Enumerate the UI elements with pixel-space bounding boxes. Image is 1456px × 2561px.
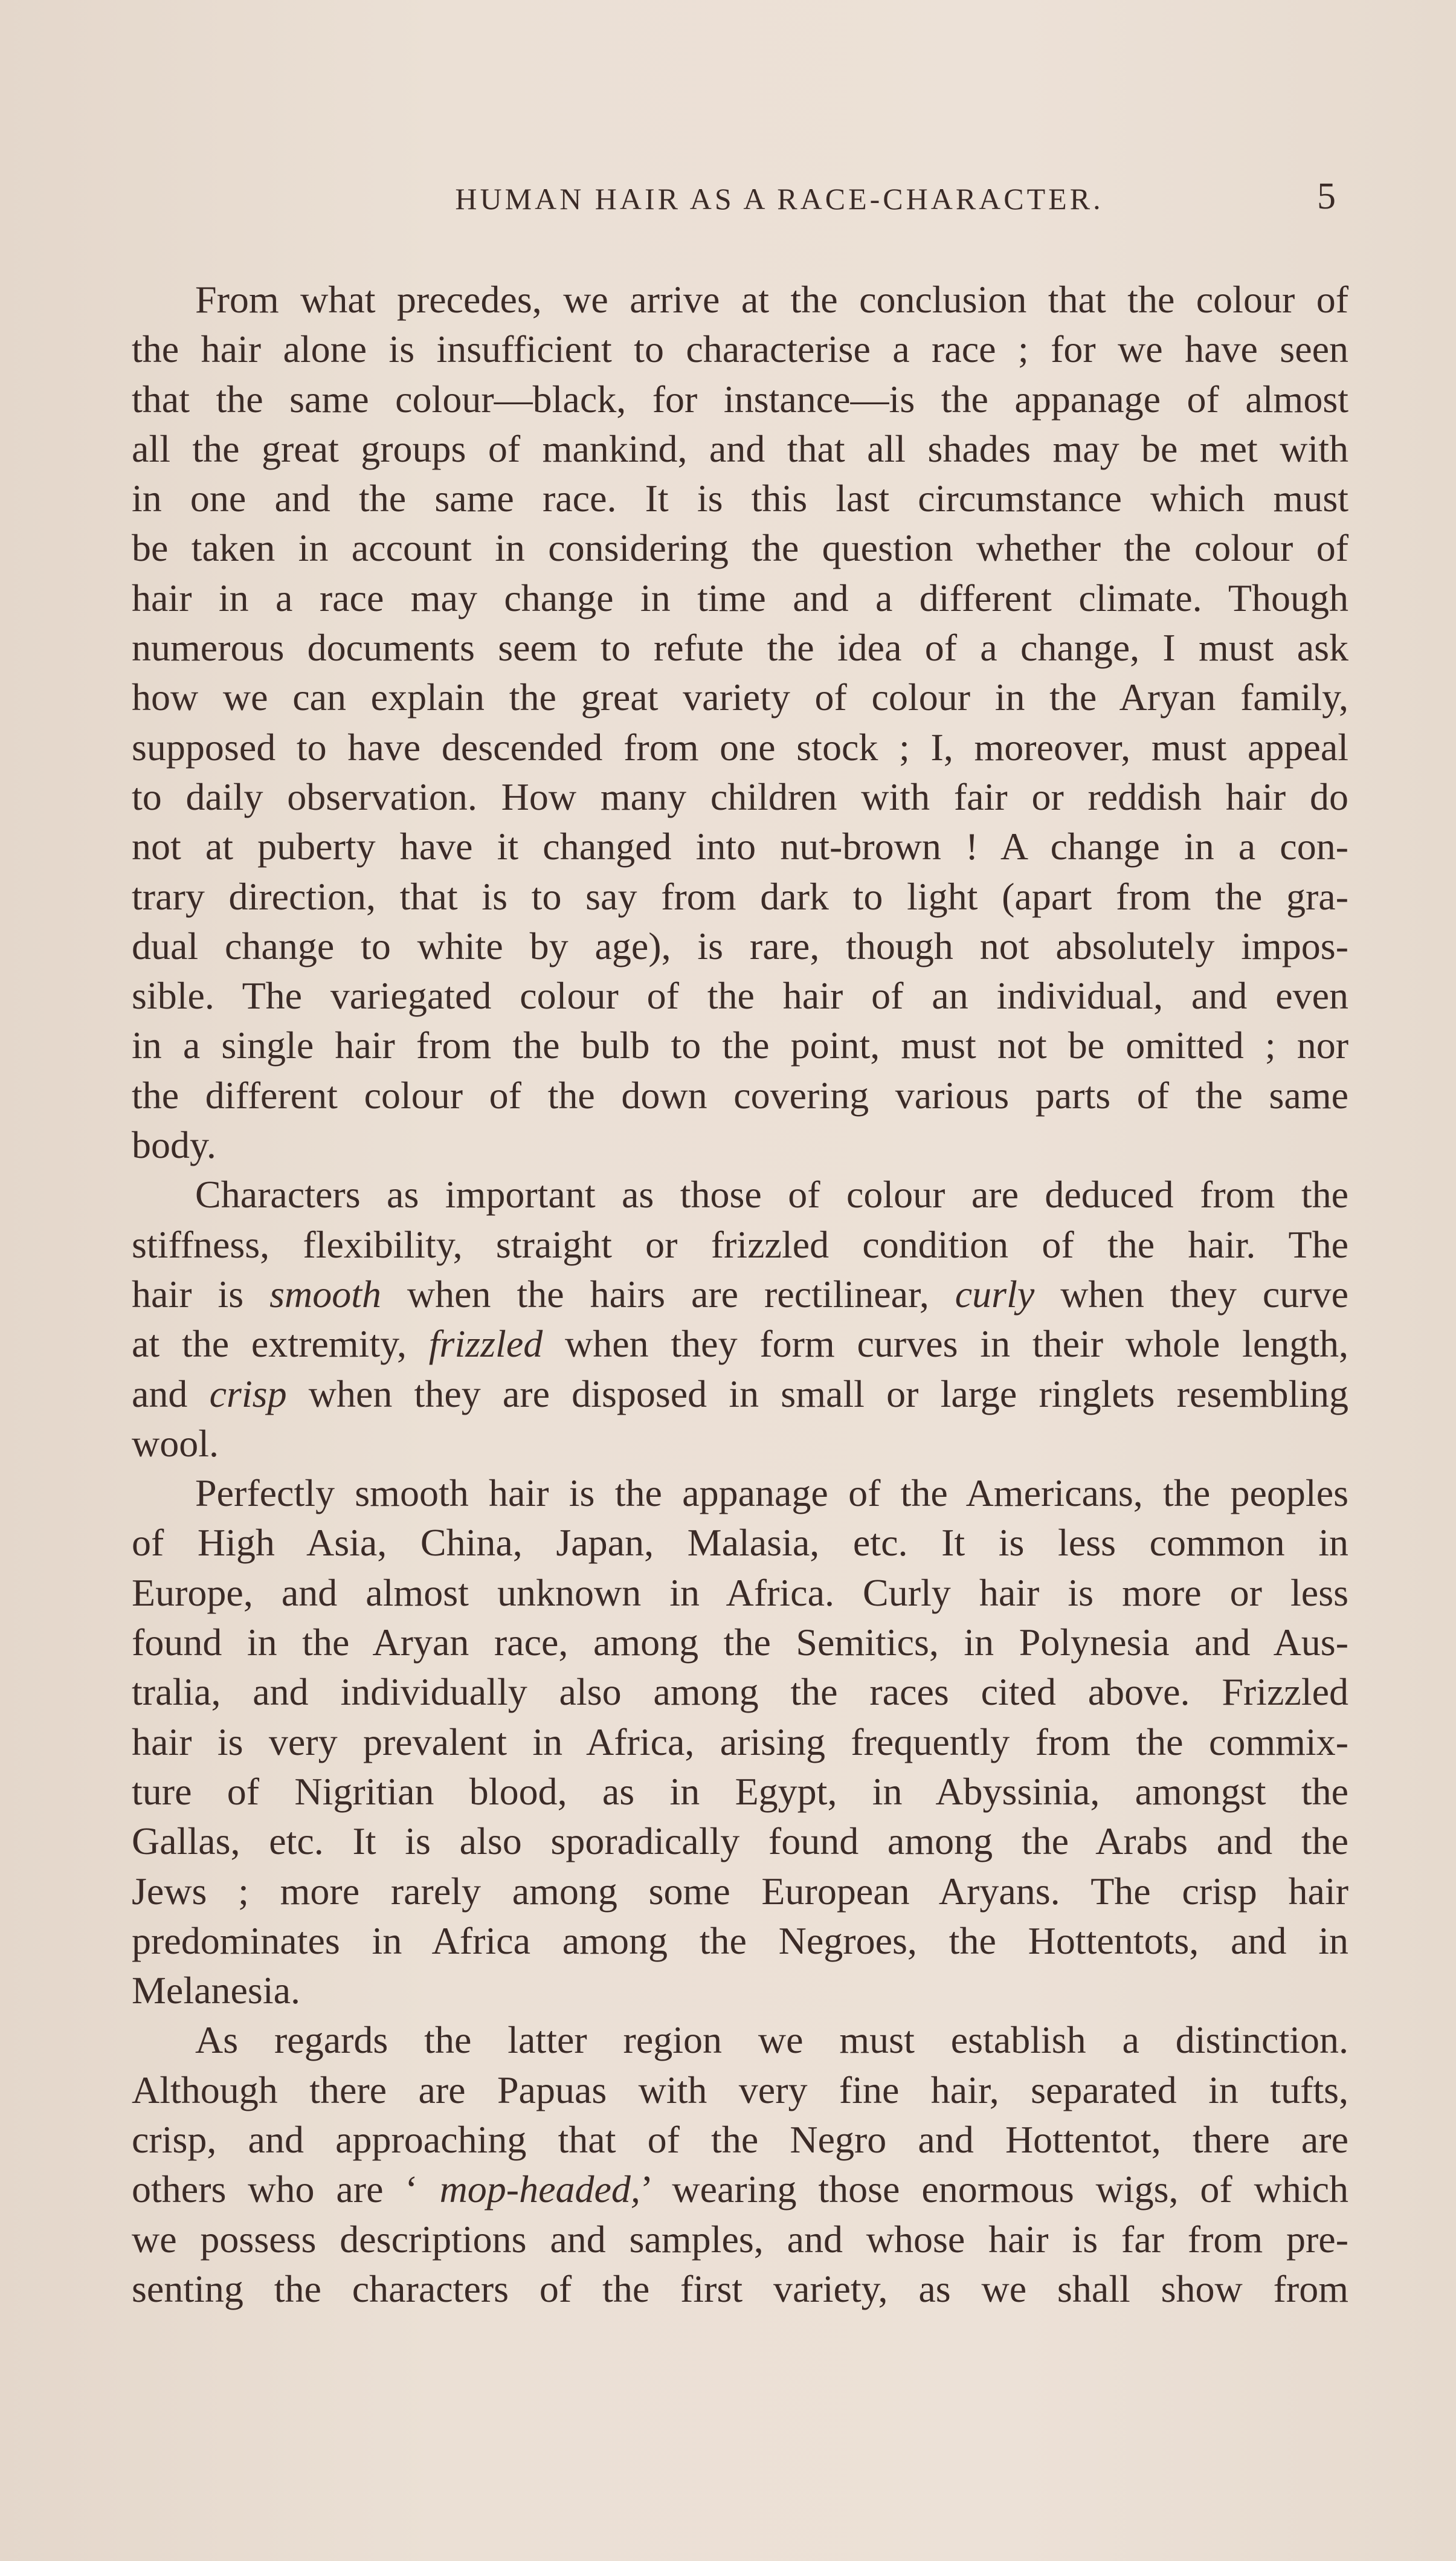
text-line	[132, 424, 1348, 474]
text-line	[132, 474, 1348, 523]
text-line	[132, 375, 1348, 424]
text-line	[132, 2264, 1348, 2314]
text-line	[132, 523, 1348, 573]
text-line	[132, 822, 1348, 871]
text-line	[132, 1568, 1348, 1618]
text-segment: Characters as important as those of colour are deduced from the	[195, 1173, 1348, 1216]
text-line	[132, 1767, 1348, 1817]
text-line	[132, 872, 1348, 922]
text-segment: senting the characters of the first variety, as we shall show from	[132, 2267, 1348, 2310]
text-line	[132, 623, 1348, 673]
text-segment: others who are ‘	[132, 2168, 440, 2211]
text-segment: how we can explain the great variety of colour in the Aryan family,	[132, 676, 1348, 719]
text-segment: to daily observation. How many children with fair or reddish hair do	[132, 775, 1348, 818]
text-line	[132, 1369, 1348, 1419]
text-segment: in a single hair from the bulb to the point, must not be omitted ; nor	[132, 1024, 1348, 1067]
text-line	[132, 2065, 1348, 2115]
text-segment: that the same colour—black, for instance—is the appanage of almost	[132, 377, 1348, 421]
text-line	[132, 723, 1348, 772]
text-line	[132, 971, 1348, 1021]
text-segment: hair is	[132, 1272, 270, 1316]
text-segment: Perfectly smooth hair is the appanage of the Americans, the peoples	[195, 1471, 1348, 1515]
text-segment: Gallas, etc. It is also sporadically found among the Arabs and the	[132, 1820, 1348, 1863]
text-line	[132, 2015, 1348, 2065]
text-segment: in one and the same race. It is this last circumstance which must	[132, 477, 1348, 520]
text-segment: the different colour of the down covering various parts of the same	[132, 1073, 1348, 1117]
text-segment: predominates in Africa among the Negroes, the Hottentots, and in	[132, 1919, 1348, 1962]
text-segment: dual change to white by age), is rare, though not absolutely impos-	[132, 924, 1348, 967]
running-head: HUMAN HAIR AS A RACE-CHARACTER.	[455, 182, 1104, 216]
page-number: 5	[1317, 176, 1336, 217]
text-segment: Jews ; more rarely among some European Aryans. The crisp hair	[132, 1869, 1348, 1913]
text-line	[132, 2115, 1348, 2165]
text-segment: body.	[132, 1123, 216, 1167]
text-line	[132, 1867, 1348, 1916]
text-segment: Although there are Papuas with very fine hair, separated in tufts,	[132, 2068, 1348, 2111]
text-line	[132, 1120, 1348, 1170]
text-segment: sible. The variegated colour of the hair of an individual, and even	[132, 974, 1348, 1018]
text-segment: Europe, and almost unknown in Africa. Curly hair is more or less	[132, 1571, 1348, 1614]
italic-term: mop-headed,	[439, 2168, 640, 2211]
text-segment: of High Asia, China, Japan, Malasia, etc. It is less common in	[132, 1521, 1348, 1565]
text-segment: the hair alone is insufficient to characterise a race ; for we have seen	[132, 328, 1348, 371]
text-line	[132, 1270, 1348, 1319]
text-segment: crisp, and approaching that of the Negro and Hottentot, there are	[132, 2117, 1348, 2161]
italic-term: crisp	[209, 1372, 287, 1415]
text-segment: numerous documents seem to refute the idea of a change, I must ask	[132, 626, 1348, 670]
text-line	[132, 1319, 1348, 1369]
text-segment: supposed to have descended from one stock ; I, moreover, must appeal	[132, 725, 1348, 769]
text-line	[132, 275, 1348, 325]
text-segment: As regards the latter region we must establish a distinction.	[195, 2018, 1348, 2062]
text-segment: ’ wearing those enormous wigs, of which	[640, 2168, 1349, 2211]
text-segment: and	[132, 1372, 210, 1415]
text-line	[132, 325, 1348, 374]
text-line	[132, 1667, 1348, 1717]
text-segment: at the extremity,	[132, 1322, 429, 1366]
text-segment: not at puberty have it changed into nut-brown ! A change in a con-	[132, 825, 1348, 868]
italic-term: frizzled	[428, 1322, 543, 1366]
text-line	[132, 772, 1348, 822]
text-segment: wool.	[132, 1421, 219, 1465]
text-line	[132, 1419, 1348, 1468]
text-line	[132, 922, 1348, 971]
text-segment: when they form curves in their whole length,	[543, 1322, 1349, 1366]
text-segment: From what precedes, we arrive at the conclusion that the colour of	[195, 278, 1348, 321]
text-line	[132, 1618, 1348, 1667]
text-segment: we possess descriptions and samples, and whose hair is far from pre-	[132, 2217, 1348, 2261]
text-segment: when the hairs are rectilinear,	[381, 1272, 955, 1316]
text-segment: ture of Nigritian blood, as in Egypt, in Abyssinia, amongst the	[132, 1769, 1348, 1813]
text-segment: found in the Aryan race, among the Semitics, in Polynesia and Aus-	[132, 1621, 1348, 1664]
text-segment: all the great groups of mankind, and that all shades may be met with	[132, 427, 1348, 470]
text-segment: when they are disposed in small or large ringlets resembling	[286, 1372, 1349, 1415]
italic-term: curly	[955, 1272, 1035, 1316]
text-line	[132, 673, 1348, 722]
text-line	[132, 1916, 1348, 1966]
text-segment: hair is very prevalent in Africa, arising frequently from the commix-	[132, 1720, 1348, 1763]
text-line	[132, 573, 1348, 623]
text-segment: when they curve	[1034, 1272, 1348, 1316]
body-text	[132, 275, 1348, 2314]
text-line	[132, 1071, 1348, 1120]
italic-term: smooth	[269, 1272, 381, 1316]
text-line	[132, 1468, 1348, 1518]
text-segment: Melanesia.	[132, 1969, 300, 2012]
text-line	[132, 1817, 1348, 1866]
text-line	[132, 1518, 1348, 1568]
text-segment: tralia, and individually also among the races cited above. Frizzled	[132, 1670, 1348, 1714]
text-line	[132, 1220, 1348, 1270]
text-line	[132, 2165, 1348, 2214]
text-segment: be taken in account in considering the question whether the colour of	[132, 526, 1348, 570]
text-line	[132, 1021, 1348, 1070]
text-line	[132, 1170, 1348, 1219]
text-line	[132, 1966, 1348, 2015]
text-segment: hair in a race may change in time and a different climate. Though	[132, 576, 1348, 619]
text-line	[132, 2215, 1348, 2264]
text-segment: trary direction, that is to say from dark to light (apart from the gra-	[132, 874, 1348, 918]
text-segment: stiffness, flexibility, straight or frizzled condition of the hair. The	[132, 1222, 1348, 1266]
text-line	[132, 1717, 1348, 1767]
